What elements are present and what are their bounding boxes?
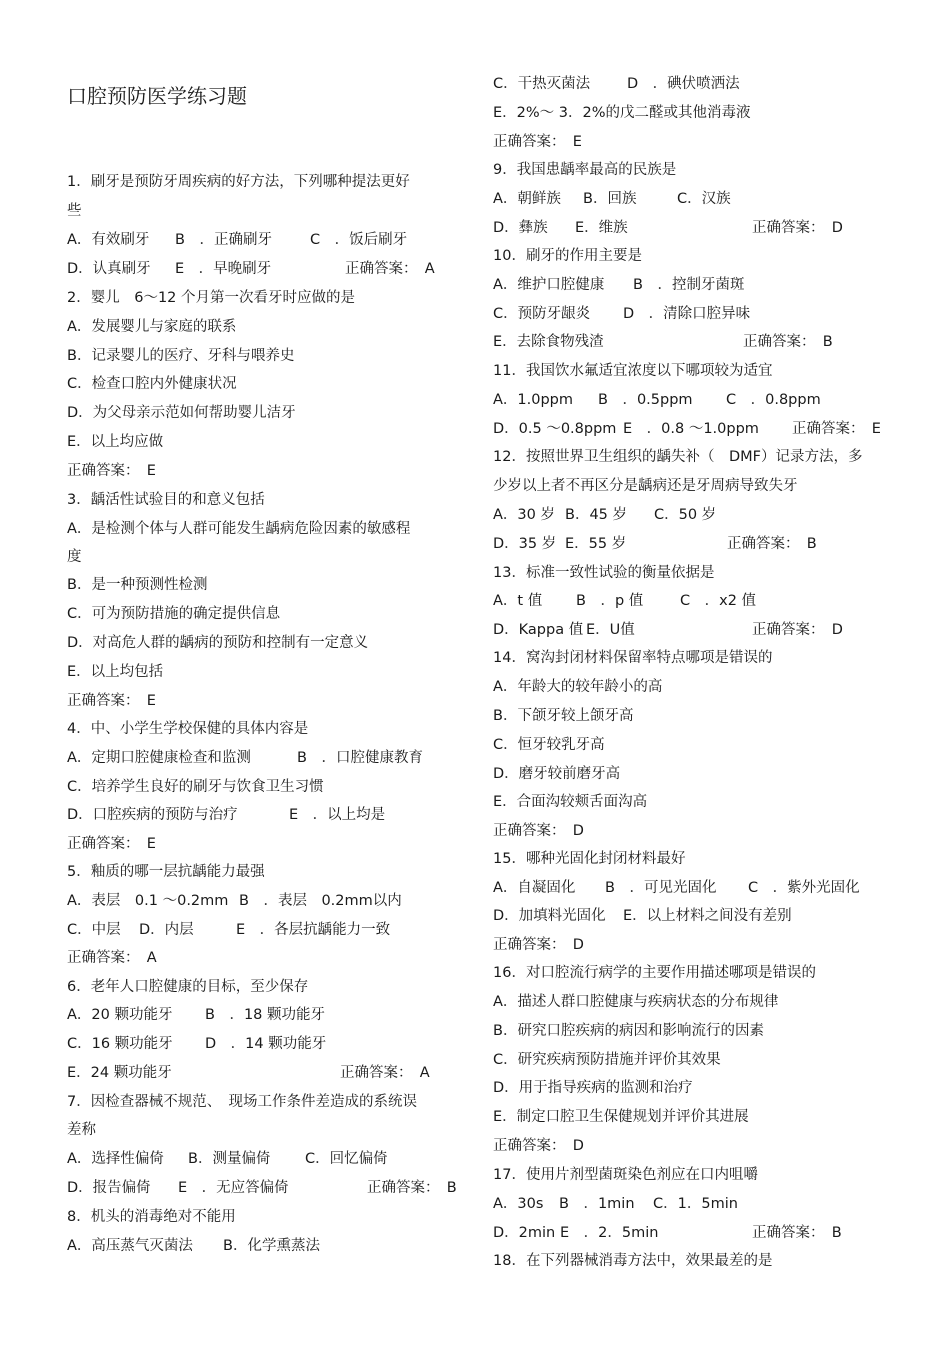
- option-text: A．是检测个体与人群可能发生龋病危险因素的敏感程: [67, 521, 411, 537]
- option-text: E．55 岁: [565, 536, 627, 552]
- question-text: 18．在下列器械消毒方法中，效果最差的是: [493, 1253, 773, 1269]
- option-text: D．报告偏倚: [67, 1180, 151, 1196]
- option-text: A．高压蒸气灭菌法: [67, 1238, 193, 1254]
- option-text: D ．碘伏喷洒法: [627, 76, 740, 92]
- option-text: D．35 岁: [493, 536, 557, 552]
- option-text: B ．口腔健康教育: [297, 750, 423, 766]
- option-text: E．维族: [575, 220, 628, 236]
- option-text: D．加填料光固化: [493, 908, 606, 924]
- option-text: A．1.0ppm: [493, 392, 574, 408]
- question-text: 10．刷牙的作用主要是: [493, 248, 642, 264]
- option-text: C ．紫外光固化: [748, 880, 860, 896]
- option-text: D．0.5 ～0.8ppm: [493, 421, 617, 437]
- option-text: C ．饭后刷牙: [310, 232, 408, 248]
- question-text: 14．窝沟封闭材料保留率特点哪项是错误的: [493, 650, 773, 666]
- option-text: B ．正确刷牙: [175, 232, 272, 248]
- question-text: 些: [67, 203, 82, 219]
- option-text: C．恒牙较乳牙高: [493, 737, 605, 753]
- option-text: A．30 岁: [493, 507, 555, 523]
- answer-text: 正确答案： D: [493, 937, 584, 953]
- option-text: D．对高危人群的龋病的预防和控制有一定意义: [67, 635, 369, 651]
- option-text: D．2min: [493, 1225, 556, 1241]
- answer-text: 正确答案： D: [752, 220, 843, 236]
- answer-text: 正确答案： B: [743, 334, 833, 350]
- option-text: A．自凝固化: [493, 880, 576, 896]
- option-text: B．测量偏倚: [188, 1151, 271, 1167]
- option-text: E ．早晚刷牙: [175, 261, 272, 277]
- option-text: C．预防牙龈炎: [493, 306, 591, 322]
- question-text: 15．哪种光固化封闭材料最好: [493, 851, 686, 867]
- answer-text: 正确答案： E: [67, 693, 156, 709]
- option-text: A．朝鲜族: [493, 191, 561, 207]
- option-text: C．1．5min: [653, 1196, 738, 1212]
- option-text: A．描述人群口腔健康与疾病状态的分布规律: [493, 994, 779, 1010]
- option-text: D．Kappa 值: [493, 622, 584, 638]
- option-text: E．合面沟较颊舌面沟高: [493, 794, 648, 810]
- option-text: D．口腔疾病的预防与治疗: [67, 807, 238, 823]
- question-text: 11．我国饮水氟适宜浓度以下哪项较为适宜: [493, 363, 773, 379]
- answer-text: 正确答案： E: [67, 463, 156, 479]
- option-text: B ．表层 0.2mm以内: [239, 893, 402, 909]
- option-text: E ．各层抗龋能力一致: [236, 922, 391, 938]
- option-text: E ．以上均是: [289, 807, 386, 823]
- option-text: B．下颌牙较上颌牙高: [493, 708, 634, 724]
- option-text: C．干热灭菌法: [493, 76, 591, 92]
- question-text: 差称: [67, 1122, 96, 1138]
- page-title: 口腔预防医学练习题: [67, 84, 247, 108]
- option-text: C．16 颗功能牙: [67, 1036, 173, 1052]
- option-text: D ．清除口腔异味: [623, 306, 751, 322]
- option-text: B ．0.5ppm: [598, 392, 693, 408]
- option-text: E．以上均包括: [67, 664, 164, 680]
- option-text: B．回族: [583, 191, 637, 207]
- answer-text: 正确答案： B: [727, 536, 817, 552]
- question-text: 6．老年人口腔健康的目标，至少保存: [67, 979, 309, 995]
- question-text: 12．按照世界卫生组织的龋失补（ DMF）记录方法，多: [493, 449, 863, 465]
- answer-text: 正确答案： D: [493, 823, 584, 839]
- option-text: D．内层: [139, 922, 194, 938]
- option-text: E．以上材料之间没有差别: [623, 908, 792, 924]
- option-text: D ．14 颗功能牙: [205, 1036, 327, 1052]
- option-text: A．20 颗功能牙: [67, 1007, 173, 1023]
- option-text: B ．18 颗功能牙: [205, 1007, 326, 1023]
- question-text: 9．我国患龋率最高的民族是: [493, 162, 677, 178]
- answer-text: 正确答案： B: [752, 1225, 842, 1241]
- answer-text: 正确答案： E: [792, 421, 881, 437]
- option-text: A．选择性偏倚: [67, 1151, 164, 1167]
- option-text: A．有效刷牙: [67, 232, 150, 248]
- answer-text: 正确答案： D: [752, 622, 843, 638]
- option-text: B ．控制牙菌斑: [633, 277, 745, 293]
- question-text: 1．刷牙是预防牙周疾病的好方法，下列哪种提法更好: [67, 174, 410, 190]
- question-text: 5．釉质的哪一层抗龋能力最强: [67, 864, 265, 880]
- option-text: C．研究疾病预防措施并评价其效果: [493, 1052, 721, 1068]
- option-text: E ．无应答偏倚: [178, 1180, 289, 1196]
- question-text: 7．因检查器械不规范、 现场工作条件差造成的系统误: [67, 1094, 417, 1110]
- option-text: D．磨牙较前磨牙高: [493, 766, 621, 782]
- option-text: B．45 岁: [565, 507, 628, 523]
- option-text: C ．x2 值: [680, 593, 757, 609]
- option-text: A．年龄大的较年龄小的高: [493, 679, 663, 695]
- option-text: A．t 值: [493, 593, 543, 609]
- option-text: C．回忆偏倚: [305, 1151, 388, 1167]
- option-text: E．以上均应做: [67, 434, 164, 450]
- option-text: C．检查口腔内外健康状况: [67, 376, 237, 392]
- option-text: B．化学熏蒸法: [223, 1238, 320, 1254]
- question-text: 8．机头的消毒绝对不能用: [67, 1209, 236, 1225]
- option-text: C ．0.8ppm: [726, 392, 821, 408]
- answer-text: 正确答案： B: [367, 1180, 457, 1196]
- option-text: D．用于指导疾病的监测和治疗: [493, 1080, 693, 1096]
- option-text: D．彝族: [493, 220, 548, 236]
- option-text: A．表层 0.1 ～0.2mm: [67, 893, 229, 909]
- question-text: 17．使用片剂型菌斑染色剂应在口内咀嚼: [493, 1167, 758, 1183]
- option-text: E．制定口腔卫生保健规划并评价其进展: [493, 1109, 749, 1125]
- option-text: C．50 岁: [654, 507, 717, 523]
- option-text: D．为父母亲示范如何帮助婴儿洁牙: [67, 405, 296, 421]
- option-text: A．维护口腔健康: [493, 277, 605, 293]
- question-text: 度: [67, 549, 82, 565]
- option-text: E．U值: [586, 622, 635, 638]
- option-text: A．30s: [493, 1196, 544, 1212]
- answer-text: 正确答案： E: [67, 836, 156, 852]
- option-text: A．发展婴儿与家庭的联系: [67, 319, 237, 335]
- question-text: 3．龋活性试验目的和意义包括: [67, 492, 265, 508]
- answer-text: 正确答案： A: [345, 261, 435, 277]
- answer-text: 正确答案： E: [493, 134, 582, 150]
- option-text: B．是一种预测性检测: [67, 577, 208, 593]
- question-text: 4．中、小学生学校保健的具体内容是: [67, 721, 309, 737]
- answer-text: 正确答案： A: [340, 1065, 430, 1081]
- option-text: E．24 颗功能牙: [67, 1065, 172, 1081]
- option-text: B ．1min: [559, 1196, 635, 1212]
- option-text: B ．可见光固化: [605, 880, 717, 896]
- option-text: E．去除食物残渣: [493, 334, 604, 350]
- answer-text: 正确答案： A: [67, 950, 157, 966]
- question-text: 16．对口腔流行病学的主要作用描述哪项是错误的: [493, 965, 816, 981]
- option-text: B．记录婴儿的医疗、牙科与喂养史: [67, 348, 295, 364]
- option-text: A．定期口腔健康检查和监测: [67, 750, 251, 766]
- option-text: C．汉族: [677, 191, 731, 207]
- option-text: E ．0.8 ～1.0ppm: [623, 421, 759, 437]
- option-text: C．培养学生良好的刷牙与饮食卫生习惯: [67, 779, 324, 795]
- answer-text: 正确答案： D: [493, 1138, 584, 1154]
- option-text: E ．2．5min: [560, 1225, 659, 1241]
- option-text: D．认真刷牙: [67, 261, 151, 277]
- option-text: B ．p 值: [576, 593, 644, 609]
- option-text: B．研究口腔疾病的病因和影响流行的因素: [493, 1023, 764, 1039]
- question-text: 2．婴儿 6～12 个月第一次看牙时应做的是: [67, 290, 356, 306]
- option-text: C．中层: [67, 922, 121, 938]
- option-text: E．2%～ 3．2%的戊二醛或其他消毒液: [493, 105, 751, 121]
- question-text: 少岁以上者不再区分是龋病还是牙周病导致失牙: [493, 478, 798, 494]
- option-text: C．可为预防措施的确定提供信息: [67, 606, 281, 622]
- question-text: 13．标准一致性试验的衡量依据是: [493, 565, 715, 581]
